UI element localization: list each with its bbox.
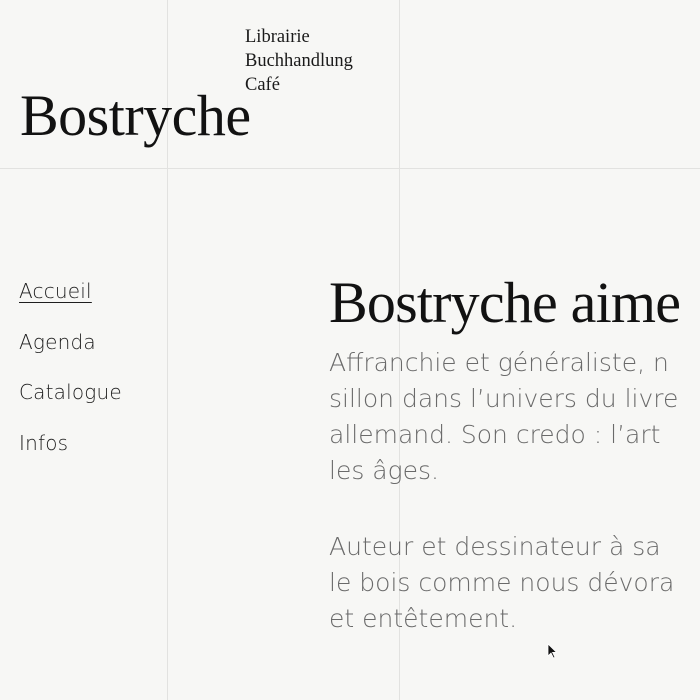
- tagline-line: Librairie: [245, 27, 310, 47]
- tagline-line: Buchhandlung: [245, 51, 353, 71]
- second-paragraph: [329, 529, 674, 637]
- nav-item-accueil[interactable]: [19, 275, 122, 326]
- nav-item-label: Catalogue: [19, 380, 122, 404]
- nav-item-agenda[interactable]: [19, 326, 122, 377]
- tagline: [245, 25, 353, 97]
- nav-item-label: Infos: [19, 430, 69, 455]
- paragraph-line: les âges.: [329, 456, 439, 485]
- mouse-pointer-icon: [547, 643, 557, 659]
- paragraph-line: Affranchie et généraliste, n: [329, 348, 669, 377]
- nav-item-catalogue[interactable]: [19, 376, 122, 427]
- grid-line-horizontal: [0, 168, 700, 169]
- paragraph-line: allemand. Son credo : l’art: [329, 420, 661, 449]
- tagline-line: Café: [245, 75, 280, 95]
- paragraph-line: et entêtement.: [329, 604, 518, 633]
- paragraph-line: le bois comme nous dévora: [329, 568, 675, 597]
- nav-item-infos[interactable]: [19, 427, 122, 478]
- intro-paragraph: [329, 345, 678, 489]
- site-logo[interactable]: Bostryche: [20, 83, 251, 148]
- page-headline: Bostryche aime: [329, 270, 681, 335]
- nav-item-label: Agenda: [19, 329, 96, 354]
- paragraph-line: Auteur et dessinateur à sa: [329, 532, 661, 561]
- main-nav: [19, 275, 122, 477]
- paragraph-line: sillon dans l’univers du livre: [329, 384, 679, 413]
- nav-item-label: Accueil: [19, 279, 92, 303]
